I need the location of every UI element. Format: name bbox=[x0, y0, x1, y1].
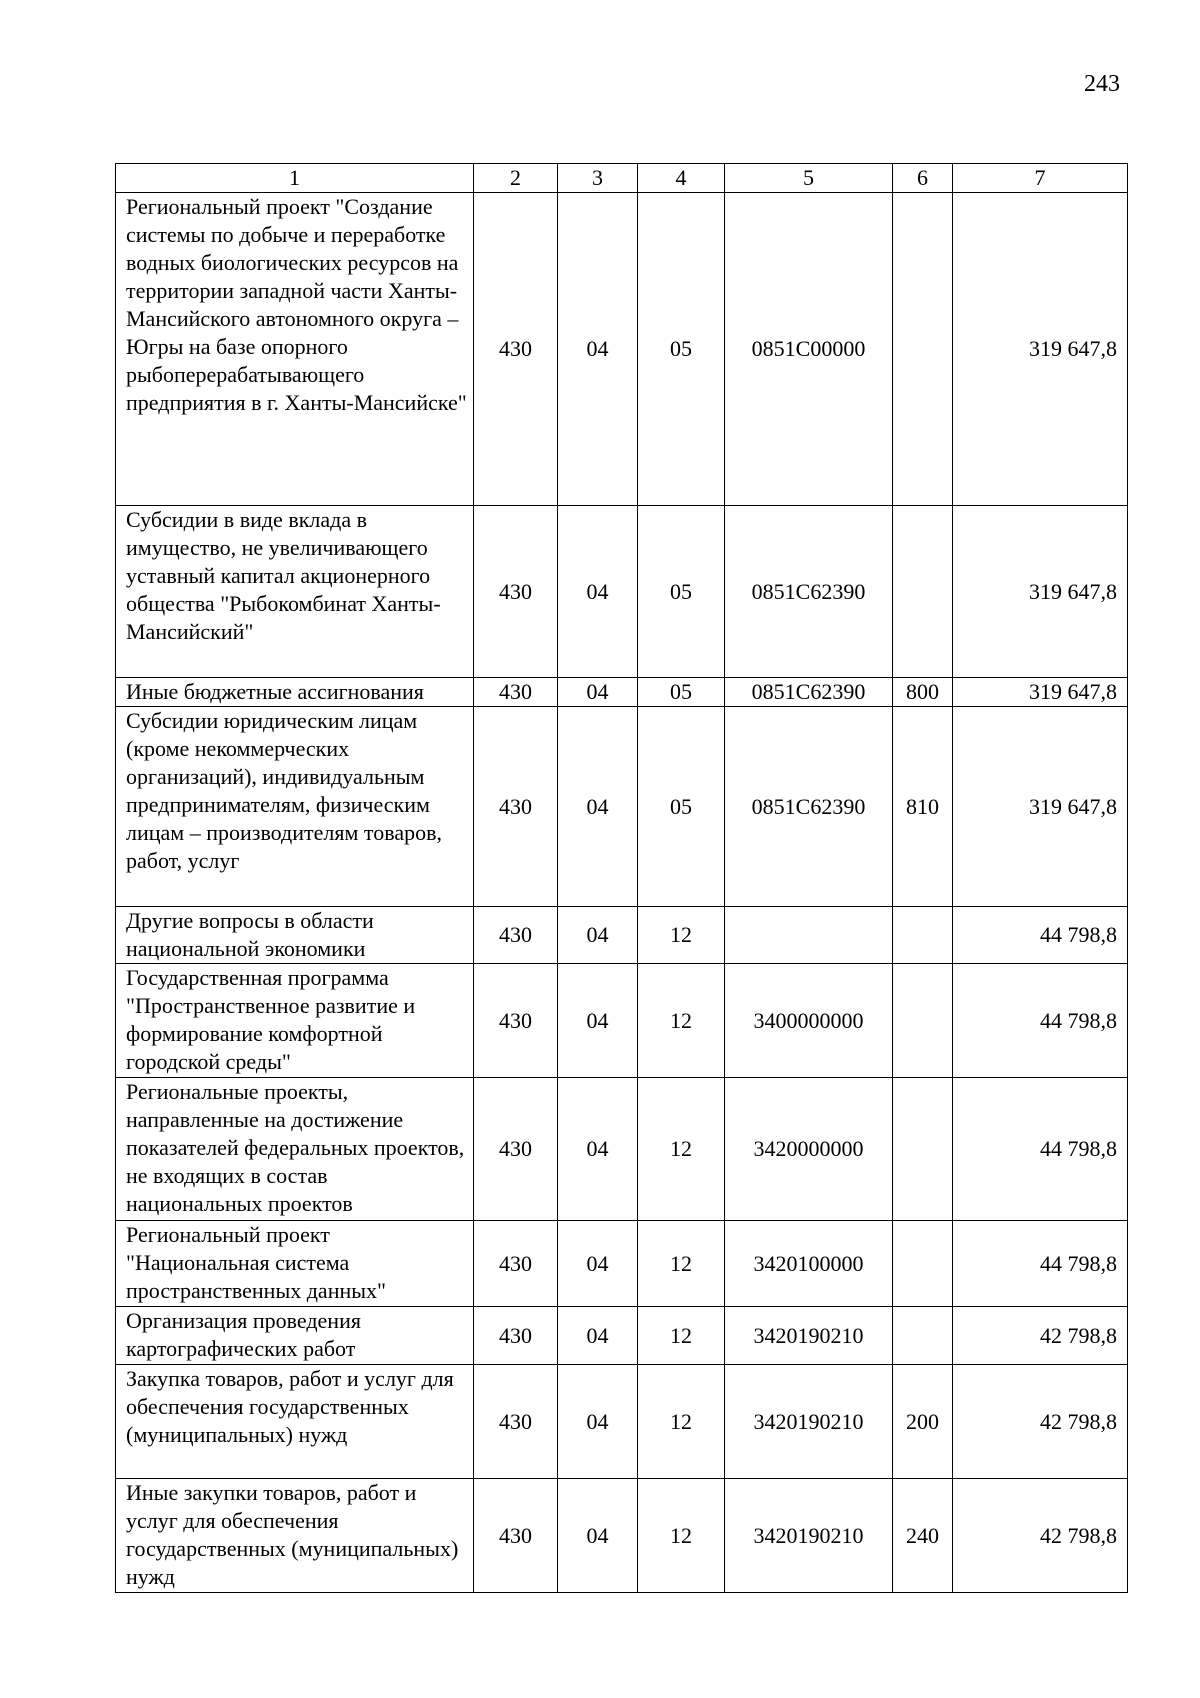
cell-csr: 0851С62390 bbox=[725, 678, 893, 707]
row-name: Иные закупки товаров, работ и услуг для обеспечения государственных (муниципальных) нужд bbox=[116, 1479, 474, 1593]
cell-pr: 12 bbox=[638, 1307, 725, 1365]
table-row bbox=[116, 1307, 1128, 1365]
table-row bbox=[116, 707, 1128, 907]
cell-rz: 04 bbox=[558, 1221, 638, 1307]
cell-vr: 810 bbox=[893, 707, 953, 907]
row-name: Региональные проекты, направленные на достижение показателей федеральных проектов, не входящих в состав национальных проектов bbox=[116, 1078, 474, 1221]
cell-csr: 3420100000 bbox=[725, 1221, 893, 1307]
table-row bbox=[116, 1365, 1128, 1479]
cell-amount: 44 798,8 bbox=[953, 1078, 1128, 1221]
cell-rz: 04 bbox=[558, 1365, 638, 1479]
cell-amount: 319 647,8 bbox=[953, 193, 1128, 506]
cell-amount: 319 647,8 bbox=[953, 678, 1128, 707]
cell-pr: 12 bbox=[638, 1365, 725, 1479]
cell-amount: 319 647,8 bbox=[953, 506, 1128, 678]
header-row bbox=[116, 164, 1128, 193]
cell-vr bbox=[893, 907, 953, 964]
cell-rz: 04 bbox=[558, 707, 638, 907]
cell-amount: 44 798,8 bbox=[953, 964, 1128, 1078]
cell-csr: 3420190210 bbox=[725, 1365, 893, 1479]
cell-ved: 430 bbox=[474, 1078, 558, 1221]
cell-amount: 319 647,8 bbox=[953, 707, 1128, 907]
cell-amount: 44 798,8 bbox=[953, 1221, 1128, 1307]
cell-csr: 3400000000 bbox=[725, 964, 893, 1078]
table-row bbox=[116, 1078, 1128, 1221]
cell-amount: 42 798,8 bbox=[953, 1479, 1128, 1593]
cell-csr: 3420190210 bbox=[725, 1307, 893, 1365]
cell-rz: 04 bbox=[558, 907, 638, 964]
table-row bbox=[116, 506, 1128, 678]
cell-vr bbox=[893, 1078, 953, 1221]
budget-table bbox=[115, 163, 1128, 1593]
cell-ved: 430 bbox=[474, 964, 558, 1078]
row-name: Государственная программа "Пространственное развитие и формирование комфортной городской среды" bbox=[116, 964, 474, 1078]
row-name: Региональный проект "Создание системы по добыче и переработке водных биологических ресурсов на территории западной части Ханты-Мансийского автономного округа – Югры на базе опорного рыбоперерабатывающего предприятия в г. Ханты-Мансийске" bbox=[116, 193, 474, 506]
column-header: 1 bbox=[116, 164, 474, 193]
cell-ved: 430 bbox=[474, 707, 558, 907]
cell-pr: 05 bbox=[638, 193, 725, 506]
cell-vr: 240 bbox=[893, 1479, 953, 1593]
cell-rz: 04 bbox=[558, 1307, 638, 1365]
cell-vr bbox=[893, 964, 953, 1078]
column-header: 7 bbox=[953, 164, 1128, 193]
cell-csr: 0851С62390 bbox=[725, 707, 893, 907]
cell-ved: 430 bbox=[474, 907, 558, 964]
row-name: Региональный проект "Национальная система пространственных данных" bbox=[116, 1221, 474, 1307]
cell-ved: 430 bbox=[474, 1307, 558, 1365]
cell-pr: 05 bbox=[638, 707, 725, 907]
cell-vr bbox=[893, 506, 953, 678]
cell-vr: 800 bbox=[893, 678, 953, 707]
cell-pr: 12 bbox=[638, 964, 725, 1078]
cell-ved: 430 bbox=[474, 1479, 558, 1593]
cell-rz: 04 bbox=[558, 506, 638, 678]
cell-rz: 04 bbox=[558, 1078, 638, 1221]
cell-ved: 430 bbox=[474, 506, 558, 678]
row-name: Организация проведения картографических работ bbox=[116, 1307, 474, 1365]
cell-amount: 42 798,8 bbox=[953, 1365, 1128, 1479]
row-name: Иные бюджетные ассигнования bbox=[116, 678, 474, 707]
column-header: 3 bbox=[558, 164, 638, 193]
column-header: 2 bbox=[474, 164, 558, 193]
cell-amount: 42 798,8 bbox=[953, 1307, 1128, 1365]
cell-rz: 04 bbox=[558, 193, 638, 506]
cell-amount: 44 798,8 bbox=[953, 907, 1128, 964]
cell-csr bbox=[725, 907, 893, 964]
cell-csr: 3420000000 bbox=[725, 1078, 893, 1221]
cell-pr: 05 bbox=[638, 678, 725, 707]
column-header: 4 bbox=[638, 164, 725, 193]
table-row bbox=[116, 1479, 1128, 1593]
cell-ved: 430 bbox=[474, 678, 558, 707]
cell-vr bbox=[893, 1221, 953, 1307]
column-header: 5 bbox=[725, 164, 893, 193]
cell-rz: 04 bbox=[558, 964, 638, 1078]
row-name: Закупка товаров, работ и услуг для обеспечения государственных (муниципальных) нужд bbox=[116, 1365, 474, 1479]
cell-vr bbox=[893, 1307, 953, 1365]
row-name: Субсидии юридическим лицам (кроме некоммерческих организаций), индивидуальным предпринимателям, физическим лицам – производителям товаров, работ, услуг bbox=[116, 707, 474, 907]
cell-csr: 0851С62390 bbox=[725, 506, 893, 678]
row-name: Другие вопросы в области национальной экономики bbox=[116, 907, 474, 964]
cell-pr: 12 bbox=[638, 1479, 725, 1593]
column-header: 6 bbox=[893, 164, 953, 193]
table-header bbox=[116, 164, 1128, 193]
cell-vr: 200 bbox=[893, 1365, 953, 1479]
page-number: 243 bbox=[1084, 71, 1120, 97]
row-name: Субсидии в виде вклада в имущество, не увеличивающего уставный капитал акционерного общества "Рыбокомбинат Ханты-Мансийский" bbox=[116, 506, 474, 678]
cell-pr: 12 bbox=[638, 1078, 725, 1221]
table-row bbox=[116, 1221, 1128, 1307]
table-body bbox=[116, 193, 1128, 1593]
cell-pr: 12 bbox=[638, 1221, 725, 1307]
cell-rz: 04 bbox=[558, 678, 638, 707]
cell-ved: 430 bbox=[474, 193, 558, 506]
cell-ved: 430 bbox=[474, 1365, 558, 1479]
cell-csr: 3420190210 bbox=[725, 1479, 893, 1593]
cell-ved: 430 bbox=[474, 1221, 558, 1307]
cell-pr: 05 bbox=[638, 506, 725, 678]
cell-rz: 04 bbox=[558, 1479, 638, 1593]
cell-csr: 0851С00000 bbox=[725, 193, 893, 506]
table-row bbox=[116, 964, 1128, 1078]
table-row bbox=[116, 678, 1128, 707]
table-row bbox=[116, 193, 1128, 506]
cell-vr bbox=[893, 193, 953, 506]
cell-pr: 12 bbox=[638, 907, 725, 964]
table-row bbox=[116, 907, 1128, 964]
